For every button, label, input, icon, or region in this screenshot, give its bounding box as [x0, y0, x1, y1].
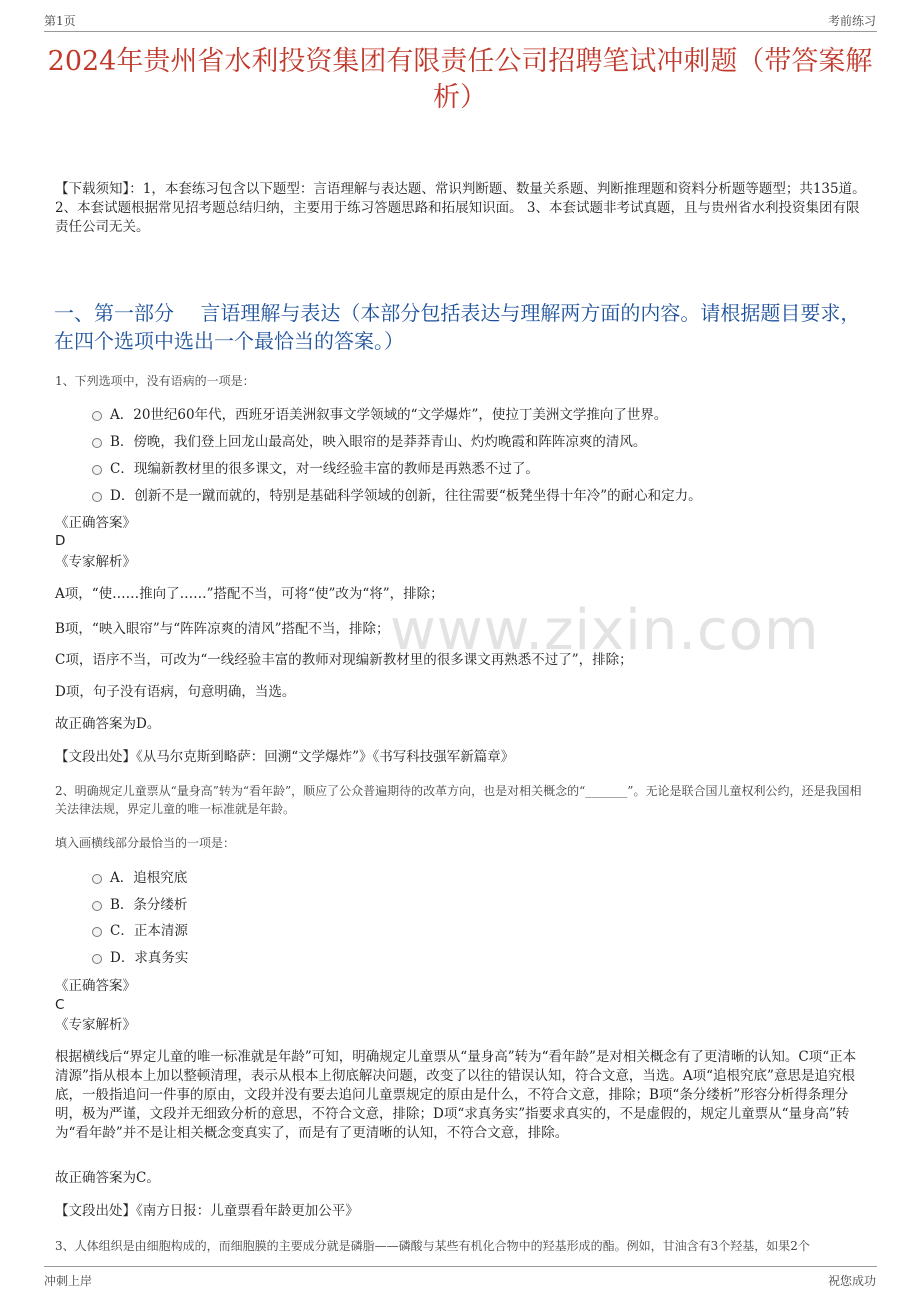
option-label: A．20世纪60年代，西班牙语美洲叙事文学领域的“文学爆炸”，使拉丁美洲文学推向了世界。 [110, 407, 668, 423]
footer-left: 冲刺上岸 [44, 1274, 93, 1288]
q2-option-a[interactable] [92, 869, 187, 887]
footer-right: 祝您成功 [827, 1274, 876, 1288]
radio-icon[interactable] [92, 492, 102, 502]
question-2-prompt: 填入画横线部分最恰当的一项是： [55, 836, 236, 850]
q1-answer-label: 《正确答案》 [55, 515, 136, 531]
q1-answer: D [55, 533, 66, 549]
q2-option-c[interactable] [92, 922, 188, 940]
q1-option-b[interactable] [92, 433, 646, 451]
question-3-stem: 3、人体组织是由细胞构成的，而细胞膜的主要成分就是磷脂——磷酸与某些有机化合物中的羟基形成的酯。例如，甘油含有3个羟基，如果2个 [55, 1239, 810, 1253]
header-tag: 考前练习 [827, 14, 876, 28]
q1-analysis-d: D项，句子没有语病，句意明确，当选。 [55, 684, 296, 700]
option-label: D．创新不是一蹴而就的，特别是基础科学领域的创新，往往需要“板凳坐得十年冷”的耐心和定力。 [110, 488, 702, 504]
q2-answer-label: 《正确答案》 [55, 978, 136, 994]
option-label: A．追根究底 [110, 870, 188, 886]
q1-option-a[interactable] [92, 406, 667, 424]
section-heading: 一、第一部分 言语理解与表达（本部分包括表达与理解两方面的内容。请根据题目要求，在四个选项中选出一个最恰当的答案。） [54, 301, 861, 353]
option-label: B．条分缕析 [110, 897, 188, 913]
q2-analysis-label: 《专家解析》 [55, 1017, 136, 1033]
q1-analysis-b: B项，“映入眼帘”与“阵阵凉爽的清风”搭配不当，排除； [55, 621, 390, 637]
watermark: www.zixin.com [390, 598, 820, 663]
question-1-stem: 1、下列选项中，没有语病的一项是： [55, 374, 255, 388]
page-number: 第1页 [44, 14, 76, 28]
question-2-stem: 2、明确规定儿童票从“量身高”转为“看年龄”，顺应了公众普遍期待的改革方向，也是对相关概念的“_______”。无论是联合国儿童权利公约，还是我国相关法律法规，界定儿童的唯一标准就是年龄。 [55, 784, 862, 816]
radio-icon[interactable] [92, 954, 102, 964]
radio-icon[interactable] [92, 411, 102, 421]
q1-analysis-a: A项，“使……推向了……”搭配不当，可将“使”改为“将”，排除； [55, 586, 444, 602]
option-label: D．求真务实 [110, 950, 189, 966]
radio-icon[interactable] [92, 438, 102, 448]
option-label: B．傍晚，我们登上回龙山最高处，映入眼帘的是莽莽青山、灼灼晚霞和阵阵凉爽的清风。 [110, 434, 647, 450]
q1-source: 【文段出处】《从马尔克斯到略萨：回溯“文学爆炸”》《书写科技强军新篇章》 [55, 749, 515, 765]
radio-icon[interactable] [92, 874, 102, 884]
q2-source: 【文段出处】《南方日报：儿童票看年龄更加公平》 [55, 1203, 359, 1219]
q1-analysis-c: C项，语序不当，可改为“一线经验丰富的教师对现编新教材里的很多课文再熟悉不过了”，排除； [55, 652, 633, 668]
q2-conclusion: 故正确答案为C。 [55, 1170, 160, 1186]
q1-analysis-label: 《专家解析》 [55, 554, 136, 570]
radio-icon[interactable] [92, 465, 102, 475]
radio-icon[interactable] [92, 927, 102, 937]
q2-option-b[interactable] [92, 896, 187, 914]
q2-answer: C [55, 997, 65, 1013]
q1-option-c[interactable] [92, 460, 539, 478]
footer-divider [44, 1266, 877, 1267]
page-title: 2024年贵州省水利投资集团有限责任公司招聘笔试冲刺题（带答案解析） [47, 46, 873, 113]
q2-analysis: 根据横线后“界定儿童的唯一标准就是年龄”可知，明确规定儿童票从“量身高”转为“看年龄”是对相关概念有了更清晰的认知。C项“正本清源”指从根本上加以整顿清理，表示从根本上彻底解决问题，改变了以往的错误认知，符合文意，当选。A项“追根究底”意思是追究根底，一般指追问一件事的原由，文段并没有要去追问儿童票规定的原由是什么，不符合文意，排除；B项“条分缕析”形容分析得条理分明，极为严谨，文段并无细致分析的意思，不符合文意，排除；D项“求真务实”指要求真实的，不是虚假的，规定儿童票从“量身高”转为“看年龄”并不是让相关概念变真实了，而是有了更清晰的认知，不符合文意，排除。 [55, 1049, 857, 1141]
radio-icon[interactable] [92, 901, 102, 911]
download-notice: 【下载须知】：1，本套练习包含以下题型：言语理解与表达题、常识判断题、数量关系题、判断推理题和资料分析题等题型；共135道。 2、本套试题根据常见招考题总结归纳，主要用于练习答题思路和拓展知识面。 3、本套试题非考试真题，且与贵州省水利投资集团有限责任公司无关。 [55, 181, 866, 235]
q1-option-d[interactable] [92, 487, 702, 505]
option-label: C．正本清源 [110, 923, 188, 939]
q1-conclusion: 故正确答案为D。 [55, 716, 161, 732]
option-label: C．现编新教材里的很多课文，对一线经验丰富的教师是再熟悉不过了。 [110, 461, 539, 477]
q2-option-d[interactable] [92, 949, 188, 967]
header-divider [44, 31, 877, 32]
